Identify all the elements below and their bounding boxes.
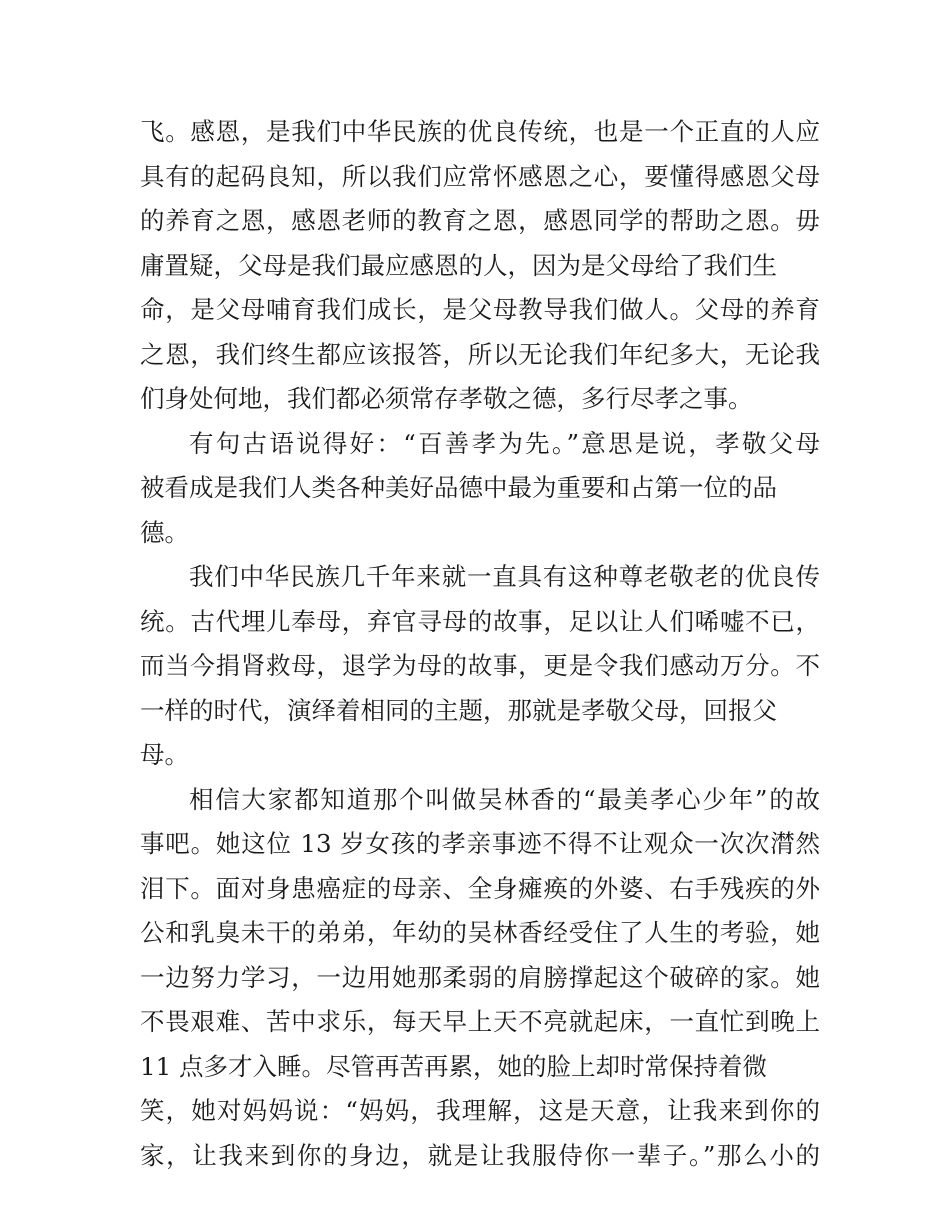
text-line: 一边努力学习，一边用她那柔弱的肩膀撑起这个破碎的家。她 xyxy=(140,962,820,992)
text-line: 相信大家都知道那个叫做吴林香的“最美孝心少年”的故 xyxy=(189,784,820,814)
text-line: 德。 xyxy=(140,517,189,547)
text-line: 命，是父母哺育我们成长，是父母教导我们做人。父母的养育 xyxy=(140,295,820,324)
text-line: 笑，她对妈妈说：“妈妈，我理解，这是天意，让我来到你的 xyxy=(140,1096,820,1125)
text-line: 家，让我来到你的身边，就是让我服侍你一辈子。”那么小的 xyxy=(140,1140,820,1170)
text-line: 公和乳臭未干的弟弟，年幼的吴林香经受住了人生的考验，她 xyxy=(140,918,820,947)
text-line: 庸置疑，父母是我们最应感恩的人，因为是父母给了我们生 xyxy=(140,250,777,280)
text-line: 母。 xyxy=(140,740,189,769)
text-line: 的养育之恩，感恩老师的教育之恩，感恩同学的帮助之恩。毋 xyxy=(140,206,820,235)
text-line: 有句古语说得好：“百善孝为先。”意思是说，孝敬父母 xyxy=(189,428,820,458)
text-line: 被看成是我们人类各种美好品德中最为重要和占第一位的品 xyxy=(140,473,777,502)
text-line: 不畏艰难、苦中求乐，每天早上天不亮就起床，一直忙到晚上 xyxy=(140,1007,820,1036)
text-line: 11 点多才入睡。尽管再苦再累，她的脸上却时常保持着微 xyxy=(140,1051,767,1081)
text-line: 我们中华民族几千年来就一直具有这种尊老敬老的优良传 xyxy=(189,562,820,591)
text-line: 泪下。面对身患癌症的母亲、全身瘫痪的外婆、右手残疾的外 xyxy=(140,873,820,903)
body-text xyxy=(140,110,820,1178)
text-line: 之恩，我们终生都应该报答，所以无论我们年纪多大，无论我 xyxy=(140,339,820,369)
text-line: 飞。感恩，是我们中华民族的优良传统，也是一个正直的人应 xyxy=(140,117,820,146)
text-line: 具有的起码良知，所以我们应常怀感恩之心，要懂得感恩父母 xyxy=(140,161,820,191)
text-line: 们身处何地，我们都必须常存孝敬之德，多行尽孝之事。 xyxy=(140,384,753,413)
text-line: 一样的时代，演绎着相同的主题，那就是孝敬父母，回报父 xyxy=(140,695,777,725)
text-line: 统。古代埋儿奉母，弃官寻母的故事，足以让人们唏嘘不已， xyxy=(140,606,820,636)
text-line: 而当今捐肾救母，退学为母的故事，更是令我们感动万分。不 xyxy=(140,651,820,680)
text-line: 事吧。她这位 13 岁女孩的孝亲事迹不得不让观众一次次潸然 xyxy=(140,829,820,858)
